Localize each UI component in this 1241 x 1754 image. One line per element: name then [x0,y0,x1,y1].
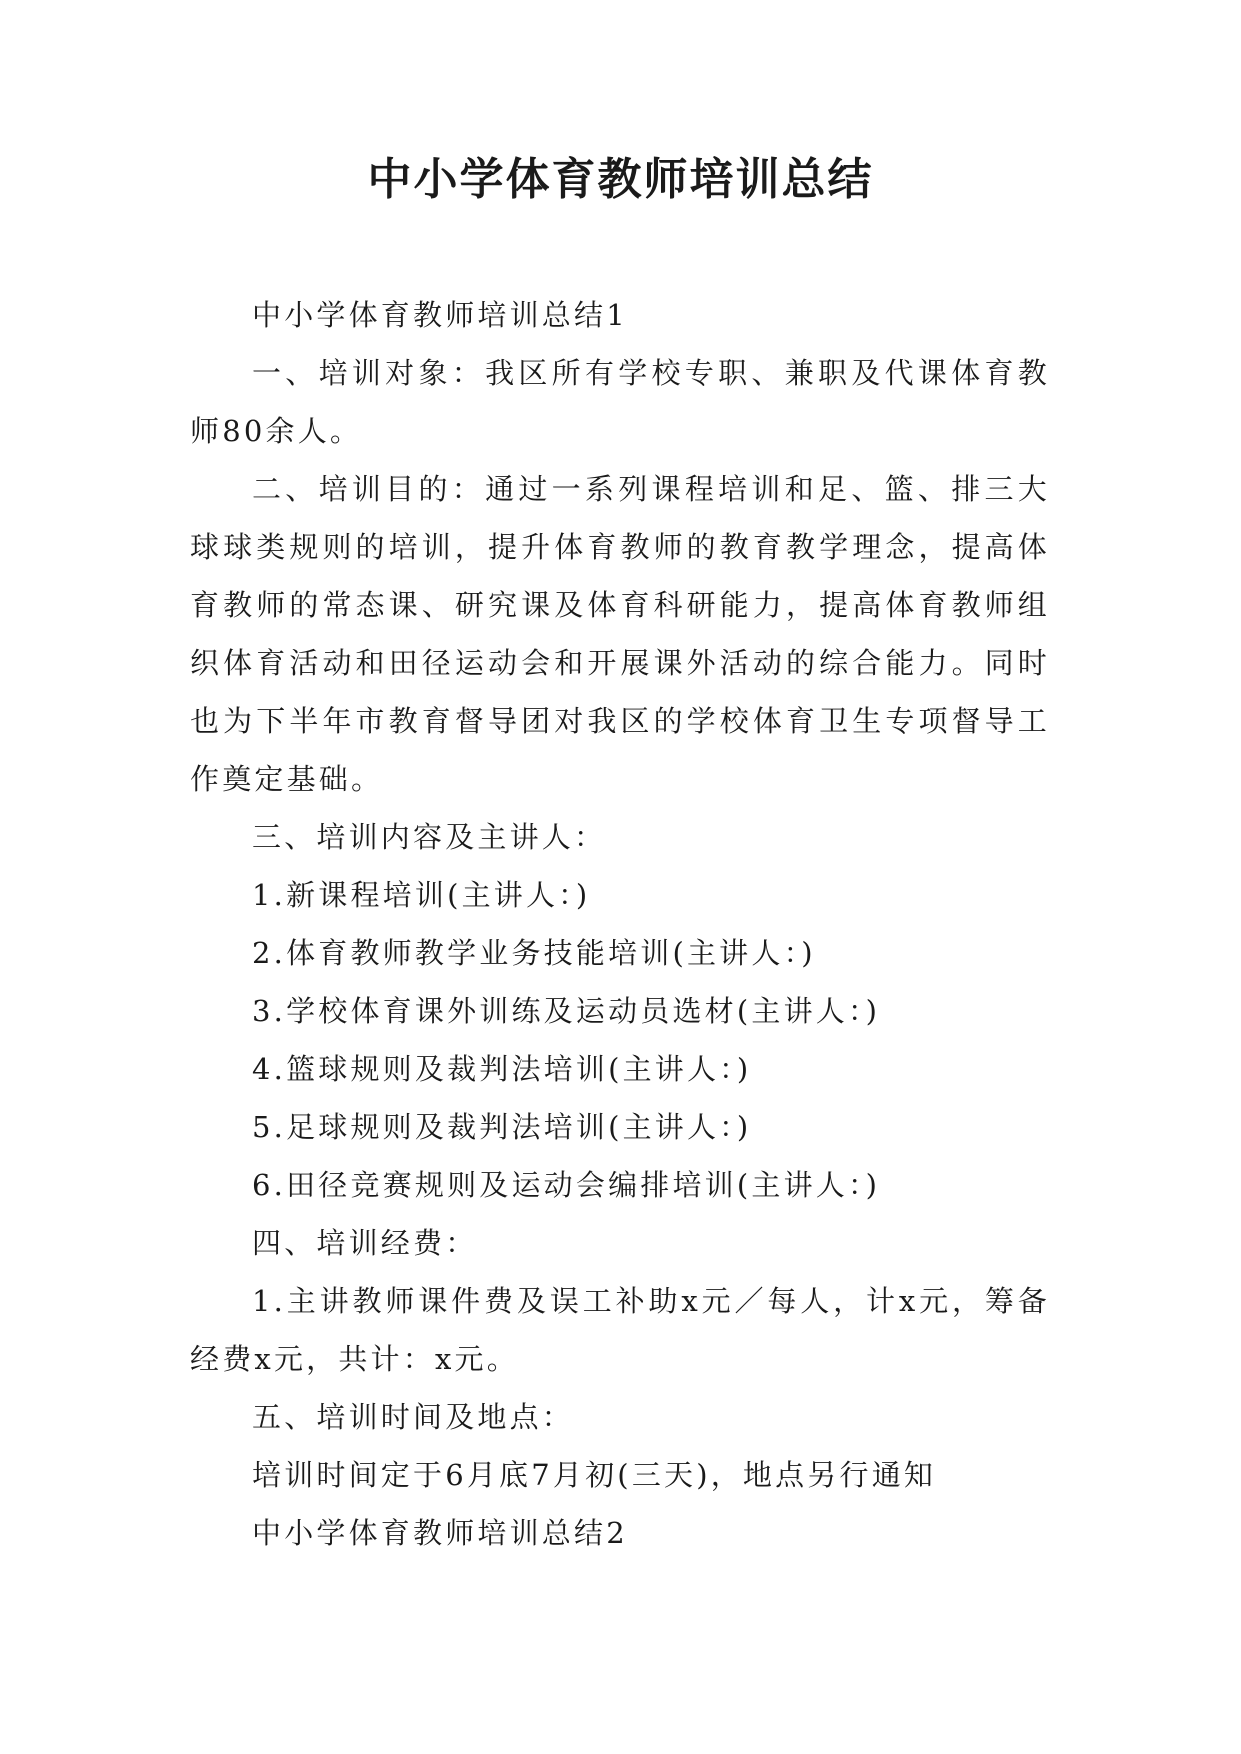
paragraph-training-target: 一、培训对象：我区所有学校专职、兼职及代课体育教师80余人。 [190,356,1050,448]
section-heading-2: 中小学体育教师培训总结2 [252,1516,628,1550]
document-body [190,286,1050,1562]
paragraph-time-place-detail: 培训时间定于6月底7月初(三天)，地点另行通知 [252,1458,937,1492]
paragraph-funding-detail: 1.主讲教师课件费及误工补助x元／每人，计x元，筹备经费x元，共计：x元。 [190,1284,1050,1376]
list-item: 6.田径竞赛规则及运动会编排培训(主讲人：) [252,1168,881,1202]
document-title: 中小学体育教师培训总结 [367,154,874,205]
paragraph-funding-heading: 四、培训经费： [252,1226,478,1260]
list-item: 5.足球规则及裁判法培训(主讲人：) [252,1110,752,1144]
list-item: 4.篮球规则及裁判法培训(主讲人：) [252,1052,752,1086]
paragraph-training-purpose: 二、培训目的：通过一系列课程培训和足、篮、排三大球球类规则的培训，提升体育教师的教育教学理念，提高体育教师的常态课、研究课及体育科研能力，提高体育教师组织体育活动和田径运动会和开展课外活动的综合能力。同时也为下半年市教育督导团对我区的学校体育卫生专项督导工作奠定基础。 [190,472,1050,796]
list-item: 1.新课程培训(主讲人：) [252,878,591,912]
paragraph-content-heading: 三、培训内容及主讲人： [252,820,607,854]
list-item: 3.学校体育课外训练及运动员选材(主讲人：) [252,994,881,1028]
list-item: 2.体育教师教学业务技能培训(主讲人：) [252,936,816,970]
paragraph-time-place-heading: 五、培训时间及地点： [252,1400,575,1434]
section-heading-1: 中小学体育教师培训总结1 [252,298,628,332]
